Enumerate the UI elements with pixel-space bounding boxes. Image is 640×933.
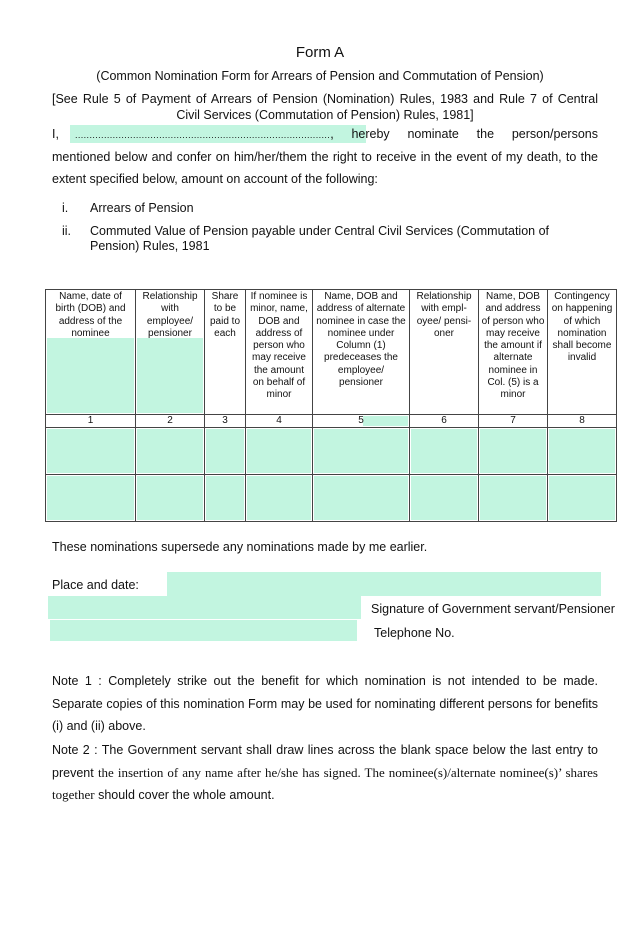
benefit-item-text: Commuted Value of Pension payable under Central Civil Services (Commutation of Pension) Rules, 1981 [90, 224, 550, 253]
column-number: 5 [358, 415, 364, 426]
data-cell[interactable] [136, 475, 205, 522]
data-cell[interactable] [548, 428, 617, 475]
column-number: 4 [246, 415, 313, 428]
benefit-item-text: Arrears of Pension [90, 201, 194, 215]
header-fill-2[interactable] [137, 338, 203, 413]
header-cell-7 [479, 290, 548, 415]
data-cell[interactable] [205, 475, 246, 522]
intro-i: I, [52, 127, 59, 141]
column-number: 2 [136, 415, 205, 428]
benefit-item-number: i. [62, 201, 69, 215]
column-number: 8 [548, 415, 617, 428]
form-title: Form A [295, 44, 345, 61]
header-text: If nominee is minor, name, DOB and address of person who may receive the amount on behalf of minor [250, 291, 308, 401]
benefit-item-2 [62, 224, 602, 256]
intro-dots: ........................................................................................ [74, 130, 331, 140]
column-number: 7 [479, 415, 548, 428]
header-text: Relationship with employee/ pensioner [142, 291, 198, 339]
intro-rest: , hereby nominate the person/persons mentioned below and confer on him/her/them the right to receive in the event of my death, to the extent specified below, amount on account of the following: [52, 127, 598, 186]
data-cell[interactable] [136, 428, 205, 475]
data-cell[interactable] [410, 428, 479, 475]
data-cell[interactable] [246, 428, 313, 475]
data-cell[interactable] [46, 475, 136, 522]
data-cell[interactable] [410, 475, 479, 522]
table-row [46, 428, 617, 475]
note-2-part-c: should cover the whole amount. [94, 788, 275, 802]
data-cell[interactable] [46, 428, 136, 475]
place-date-label: Place and date: [52, 578, 139, 592]
data-cell[interactable] [246, 475, 313, 522]
header-cell-5 [313, 290, 410, 415]
column-number-5 [313, 415, 410, 428]
header-text: Name, date of birth (DOB) and address of the nominee [55, 291, 126, 339]
header-text: Share to be paid to each [209, 291, 241, 339]
note-2-part-a: Note 2 : The Government servant shall draw lines across the blank space below the last entry to prevent [52, 743, 598, 780]
column-number: 1 [46, 415, 136, 428]
header-text: Name, DOB and address of person who may receive the amount if alternate nominee in Col. (5) is a minor [481, 291, 545, 401]
column-5-fill [363, 416, 408, 426]
signature-label: Signature of Government servant/Pensioner [371, 602, 615, 616]
header-text: Relationship with empl-oyee/ pensi-oner [416, 291, 472, 339]
data-cell[interactable] [548, 475, 617, 522]
telephone-label: Telephone No. [374, 626, 455, 640]
header-text: Contingency on happening of which nomination shall become invalid [551, 291, 613, 364]
telephone-field[interactable] [50, 620, 357, 641]
data-cell[interactable] [313, 475, 410, 522]
data-cell[interactable] [479, 475, 548, 522]
intro-paragraph [52, 123, 598, 190]
place-date-field[interactable] [167, 572, 601, 596]
form-subtitle: (Common Nomination Form for Arrears of Pension and Commutation of Pension) [96, 69, 544, 83]
header-cell-2 [136, 290, 205, 415]
header-cell-3 [205, 290, 246, 415]
header-cell-4 [246, 290, 313, 415]
nomination-table [45, 289, 617, 522]
column-number-row [46, 415, 617, 428]
data-cell[interactable] [479, 428, 548, 475]
rule-reference: [See Rule 5 of Payment of Arrears of Pension (Nomination) Rules, 1983 and Rule 7 of Central Civil Services (Commutation of Pension) Rules, 1981] [52, 92, 598, 122]
column-number: 3 [205, 415, 246, 428]
header-cell-8 [548, 290, 617, 415]
benefit-item-1 [62, 201, 602, 217]
signature-field[interactable] [48, 596, 361, 619]
header-fill-1[interactable] [47, 338, 134, 413]
column-number: 6 [410, 415, 479, 428]
note-2 [52, 739, 598, 807]
data-cell[interactable] [205, 428, 246, 475]
header-text: Name, DOB and address of alternate nominee in case the nominee under Column (1) predeceases the employee/ pensioner [316, 291, 406, 389]
data-cell[interactable] [313, 428, 410, 475]
table-row [46, 475, 617, 522]
note-1: Note 1 : Completely strike out the benefit for which nomination is not intended to be made. Separate copies of this nomination Form may be used for nominating different persons for benefits (i) and (ii) above. [52, 674, 598, 733]
supersede-statement: These nominations supersede any nominations made by me earlier. [52, 540, 428, 554]
note-2-part-b: the insertion of any name after he/she has signed. The nominee(s)/alternate nominee(s)’ shares together [52, 764, 598, 802]
header-cell-1 [46, 290, 136, 415]
benefit-item-number: ii. [62, 224, 72, 238]
table-header-row [46, 290, 617, 415]
header-cell-6 [410, 290, 479, 415]
